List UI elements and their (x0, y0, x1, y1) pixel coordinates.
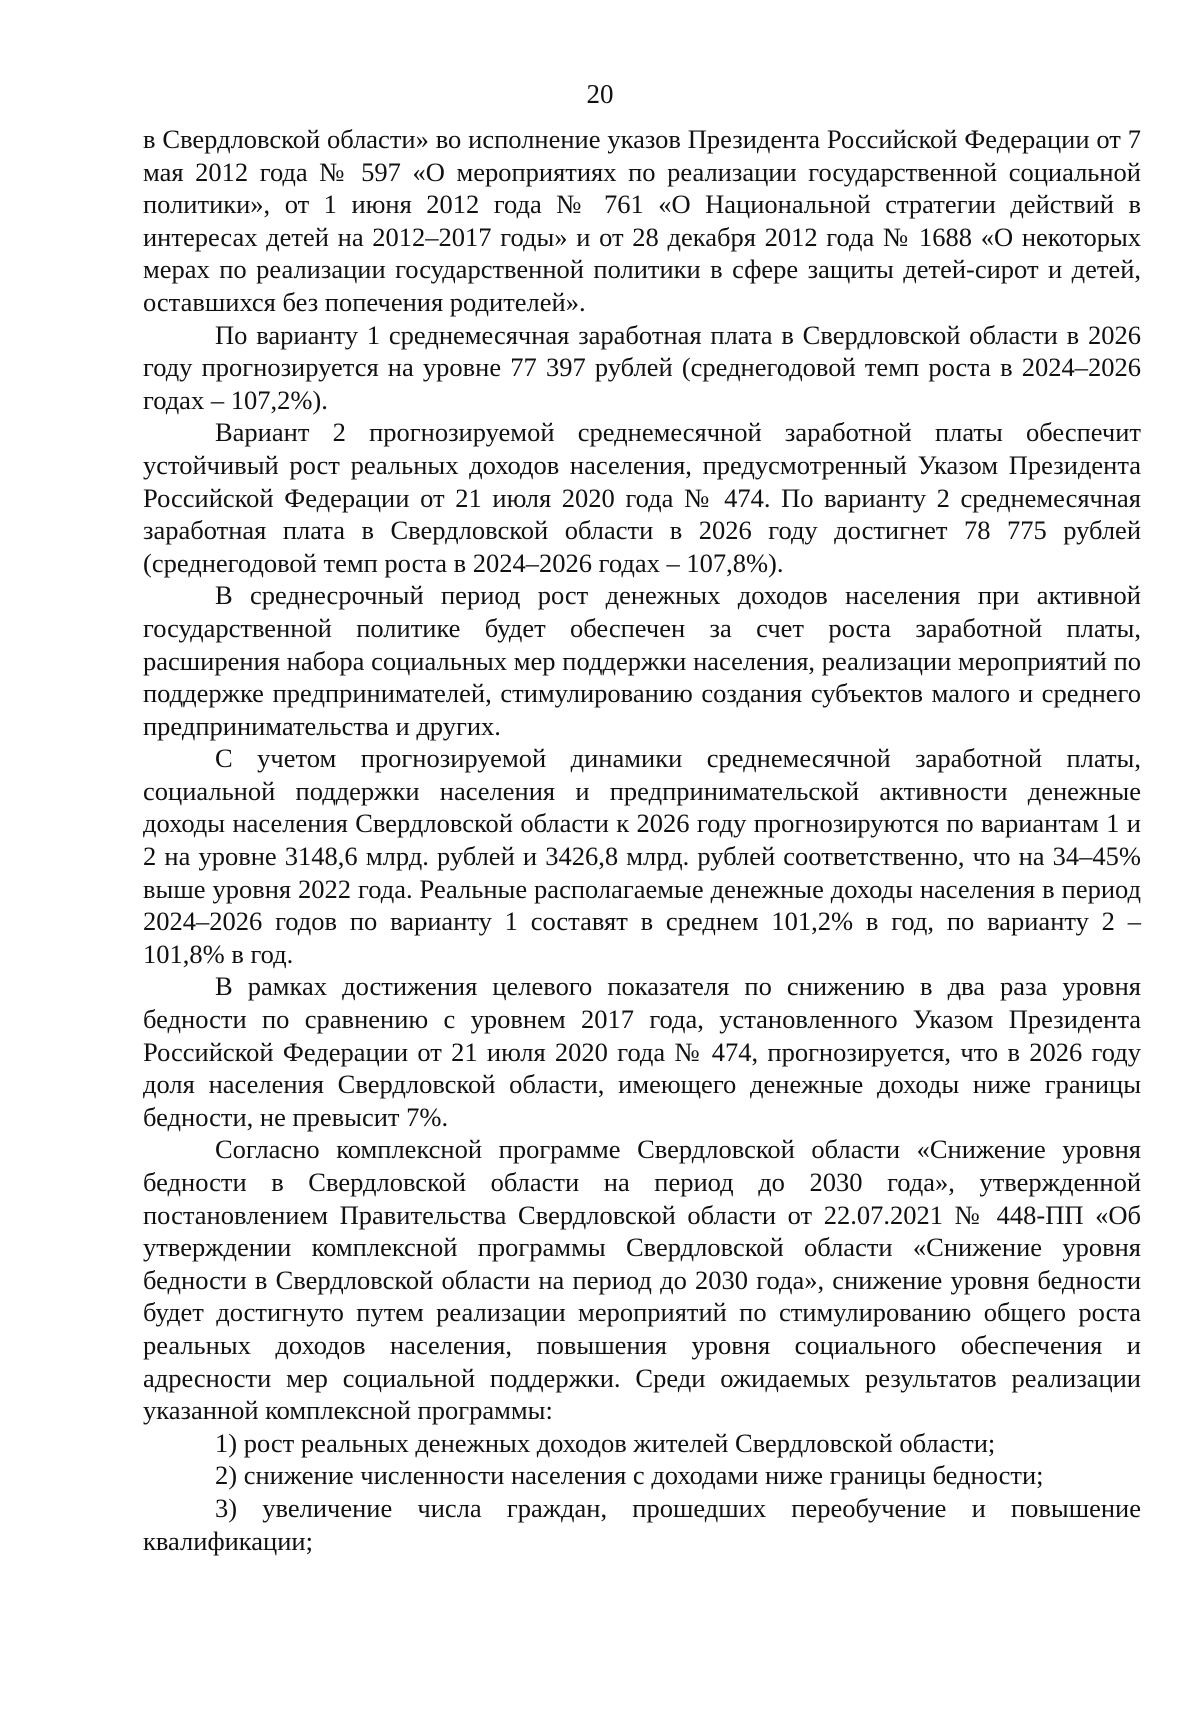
paragraph-poverty-program: Согласно комплексной программе Свердловской области «Снижение уровня бедности в Свердловской области на период до 2030 года», утвержденной постановлением Правительства Свердловской области от 22.07.2021 № 448-ПП «Об утверждении комплексной программы Свердловской области «Снижение уровня бедности в Свердловской области на период до 2030 года», снижение уровня бедности будет достигнуто путем реализации мероприятий по стимулированию общего роста реальных доходов населения, повышения уровня социального обеспечения и адресности мер социальной поддержки. Среди ожидаемых результатов реализации указанной комплексной программы: (143, 1134, 1141, 1426)
paragraph-variant-1-wage: По варианту 1 среднемесячная заработная плата в Свердловской области в 2026 году прогнозируется на уровне 77 397 рублей (среднегодовой темп роста в 2024–2026 годах – 107,2%). (143, 319, 1141, 415)
paragraph-income-forecast: С учетом прогнозируемой динамики среднемесячной заработной платы, социальной поддержки населения и предпринимательской активности денежные доходы населения Свердловской области к 2026 году прогнозируются по вариантам 1 и 2 на уровне 3148,6 млрд. рублей и 3426,8 млрд. рублей соответственно, что на 34–45% выше уровня 2022 года. Реальные располагаемые денежные доходы населения в период 2024–2026 годов по варианту 1 составят в среднем 101,2% в год, по варианту 2 – 101,8% в год. (143, 743, 1141, 969)
list-item: 3) увеличение числа граждан, прошедших переобучение и повышение квалификации; (143, 1492, 1141, 1556)
paragraph-variant-2-wage: Вариант 2 прогнозируемой среднемесячной заработной платы обеспечит устойчивый рост реальных доходов населения, предусмотренный Указом Президента Российской Федерации от 21 июля 2020 года № 474. По варианту 2 среднемесячная заработная плата в Свердловской области в 2026 году достигнет 78 775 рублей (среднегодовой темп роста в 2024–2026 годах – 107,8%). (143, 417, 1141, 578)
page-number: 20 (586, 79, 614, 109)
paragraph-poverty-target: В рамках достижения целевого показателя по снижению в два раза уровня бедности по сравнению с уровнем 2017 года, установленного Указом Президента Российской Федерации от 21 июля 2020 года № 474, прогнозируется, что в 2026 году доля населения Свердловской области, имеющего денежные доходы ниже границы бедности, не превысит 7%. (143, 971, 1141, 1132)
paragraph-income-growth: В среднесрочный период рост денежных доходов населения при активной государственной политике будет обеспечен за счет роста заработной платы, расширения набора социальных мер поддержки населения, реализации мероприятий по поддержке предпринимателей, стимулированию создания субъектов малого и среднего предпринимательства и других. (143, 580, 1141, 741)
list-item: 2) снижение численности населения с доходами ниже границы бедности; (215, 1460, 1044, 1491)
list-item: 1) рост реальных денежных доходов жителей Свердловской области; (215, 1427, 996, 1458)
paragraph-continuation: в Свердловской области» во исполнение указов Президента Российской Федерации от 7 мая 2012 года № 597 «О мероприятиях по реализации государственной социальной политики», от 1 июня 2012 года № 761 «О Национальной стратегии действий в интересах детей на 2012–2017 годы» и от 28 декабря 2012 года № 1688 «О некоторых мерах по реализации государственной политики в сфере защиты детей-сирот и детей, оставшихся без попечения родителей». (143, 124, 1141, 317)
document-body (143, 123, 1141, 1557)
